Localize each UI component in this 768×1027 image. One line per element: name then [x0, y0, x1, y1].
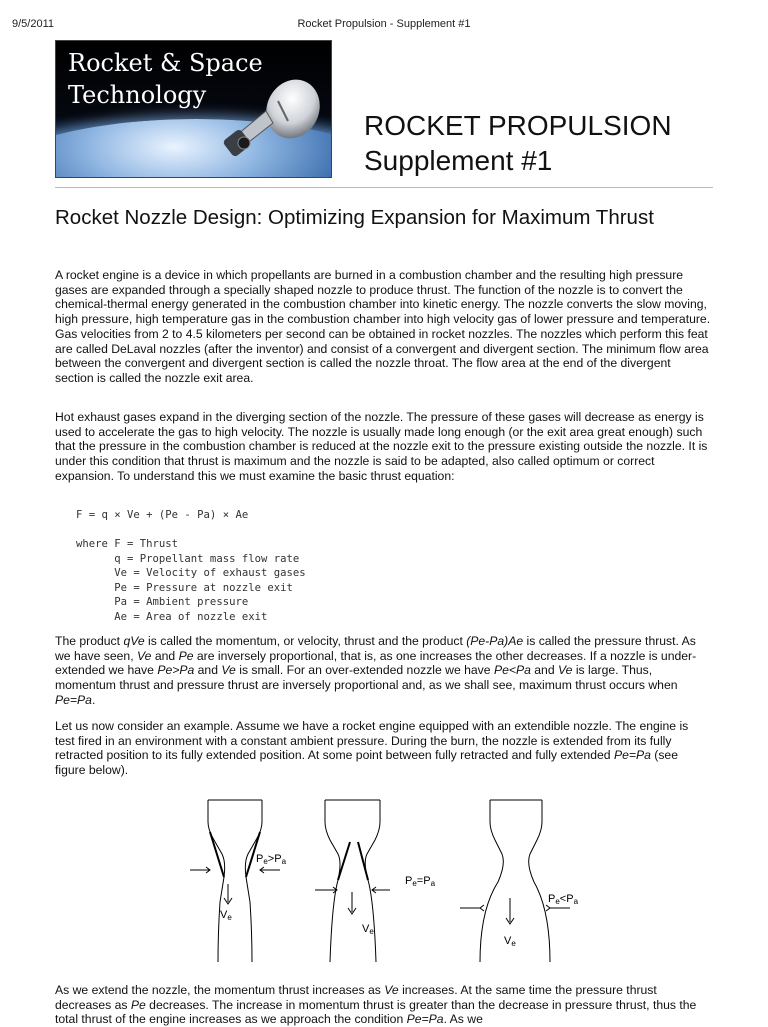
nozzle-adapted — [315, 800, 390, 962]
header-divider — [55, 187, 713, 188]
paragraph-expansion: Hot exhaust gases expand in the diverging section of the nozzle. The pressure of these gases will decrease as energy is used to accelerate the gas to high velocity. The nozzle is usually made long enough (or the exit area great enough) such that the pressure in the combustion chamber is reduced at the nozzle exit to the pressure existing outside the nozzle. It is under this condition that thrust is maximum and the nozzle is said to be adapted, also called optimum or correct expansion. To understand this we must examine the basic thrust equation: — [55, 410, 708, 483]
page-title: ROCKET PROPULSION Supplement #1 — [364, 110, 672, 176]
svg-text:Ve: Ve — [362, 923, 374, 936]
paragraph-thrust-components: The product qVe is called the momentum, or velocity, thrust and the product (Pe-Pa)Ae is called the pressure thrust. As we have seen, Ve and Pe are inversely proportional, that is, as one increases the other decreases. If a nozzle is under-extended we have Pe>Pa and Ve is small. For an over-extended nozzle we have Pe<Pa and Ve is large. Thus, momentum thrust and pressure thrust are inversely proportional and, as we shall see, maximum thrust occurs when Pe=Pa. — [55, 634, 697, 707]
svg-text:Pe<Pa: Pe<Pa — [548, 893, 579, 906]
article-title: Rocket Nozzle Design: Optimizing Expansion for Maximum Thrust — [55, 206, 654, 229]
print-title: Rocket Propulsion - Supplement #1 — [297, 18, 471, 30]
banner-title: Rocket & Space Technology — [68, 49, 263, 109]
paragraph-intro: A rocket engine is a device in which propellants are burned in a combustion chamber and the resulting high pressure gases are expanded through a specially shaped nozzle to produce thrust. The function of the nozzle is to convert the chemical-thermal energy generated in the combustion chamber into kinetic energy. The nozzle converts the slow moving, high pressure, high temperature gas in the combustion chamber into high velocity gas of lower pressure and temperature. Gas velocities from 2 to 4.5 kilometers per second can be obtained in rocket nozzles. The nozzles which perform this feat are called DeLaval nozzles (after the inventor) and consist of a convergent and divergent section. The minimum flow area between the convergent and divergent section is called the nozzle throat. The flow area at the end of the divergent section is called the nozzle exit area. — [55, 268, 711, 385]
svg-text:Ve: Ve — [220, 909, 232, 922]
nozzle-under-extended — [190, 800, 280, 962]
nozzle-over-extended — [460, 800, 570, 962]
spacecraft-icon — [218, 71, 323, 161]
svg-text:Pe=Pa: Pe=Pa — [405, 875, 436, 888]
nozzle-expansion-figure — [180, 792, 600, 967]
thrust-equation: F = q × Ve + (Pe - Pa) × Ae — [76, 509, 249, 521]
print-date: 9/5/2011 — [12, 18, 55, 30]
svg-text:Pe>Pa: Pe>Pa — [256, 853, 287, 866]
paragraph-example: Let us now consider an example. Assume we have a rocket engine equipped with an extendible nozzle. The engine is test fired in an environment with a constant ambient pressure. During the burn, the nozzle is extended from its fully retracted position to its fully extended position. At some point between fully retracted and fully extended Pe=Pa (see figure below). — [55, 719, 689, 778]
site-banner — [55, 40, 332, 178]
paragraph-extension: As we extend the nozzle, the momentum thrust increases as Ve increases. At the same time the pressure thrust decreases as Pe decreases. The increase in momentum thrust is greater than the decrease in pressure thrust, thus the total thrust of the engine increases as we approach the condition Pe=Pa. As we — [55, 983, 697, 1027]
equation-legend: where F = Thrust q = Propellant mass flow rate Ve = Velocity of exhaust gases Pe = Pressure at nozzle exit Pa = Ambient pressure Ae = Area of nozzle exit — [76, 538, 306, 623]
print-header — [0, 18, 768, 34]
svg-text:Ve: Ve — [504, 935, 516, 948]
